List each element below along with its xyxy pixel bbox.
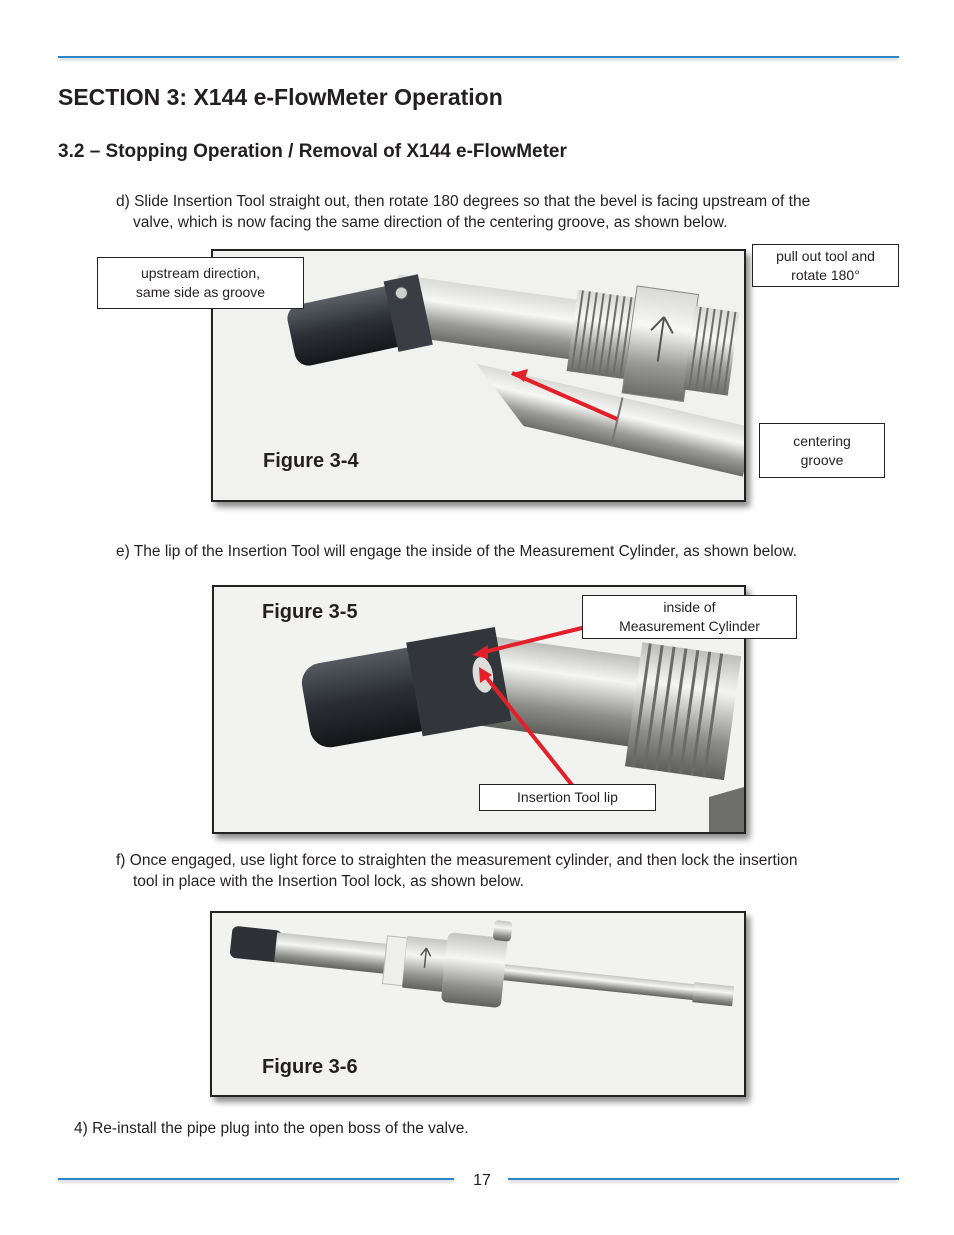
- callout-inside-line1: inside of: [663, 599, 716, 615]
- footer-rule-left: [58, 1178, 454, 1180]
- callout-groove-line2: groove: [800, 451, 844, 468]
- header-rule: [58, 56, 899, 58]
- callout-upstream-line1: upstream direction,: [140, 265, 261, 281]
- callout-inside-measurement-cylinder: [582, 595, 797, 639]
- figure-3-4-label: Figure 3-4: [263, 450, 359, 472]
- figure-3-5-label: Figure 3-5: [262, 601, 358, 623]
- step-d-line2: valve, which is now facing the same direction of the centering groove, as shown below.: [133, 214, 728, 231]
- callout-pull-out-tool: [752, 244, 899, 287]
- step-f-line2: tool in place with the Insertion Tool lock, as shown below.: [133, 873, 524, 890]
- callout-centering-groove: [759, 423, 885, 478]
- step-d-line1: d) Slide Insertion Tool straight out, then rotate 180 degrees so that the bevel is facing upstream of the: [116, 193, 811, 210]
- callout-upstream-line2: same side as groove: [135, 284, 266, 300]
- callout-groove-line1: centering: [793, 432, 851, 449]
- callout-upstream-direction: [97, 257, 304, 309]
- callout-lip-line1: Insertion Tool lip: [517, 789, 618, 805]
- figure-3-6-photo: [210, 911, 746, 1097]
- callout-inside-line2: Measurement Cylinder: [619, 618, 760, 634]
- page-number: 17: [473, 1172, 491, 1189]
- figure-3-6-label: Figure 3-6: [262, 1056, 358, 1078]
- footer-rule-right: [508, 1178, 899, 1180]
- section-title: SECTION 3: X144 e-FlowMeter Operation: [58, 84, 503, 110]
- callout-pull-line1: pull out tool and: [776, 247, 875, 264]
- subsection-title: 3.2 – Stopping Operation / Removal of X144 e-FlowMeter: [58, 141, 567, 162]
- step-f-line1: f) Once engaged, use light force to straighten the measurement cylinder, and then lock the insertion: [116, 852, 798, 869]
- step-4-line1: 4) Re-install the pipe plug into the open boss of the valve.: [74, 1120, 469, 1137]
- step-e-line1: e) The lip of the Insertion Tool will engage the inside of the Measurement Cylinder, as shown below.: [116, 543, 797, 560]
- callout-insertion-tool-lip: [479, 784, 656, 811]
- callout-pull-line2: rotate 180°: [791, 266, 860, 283]
